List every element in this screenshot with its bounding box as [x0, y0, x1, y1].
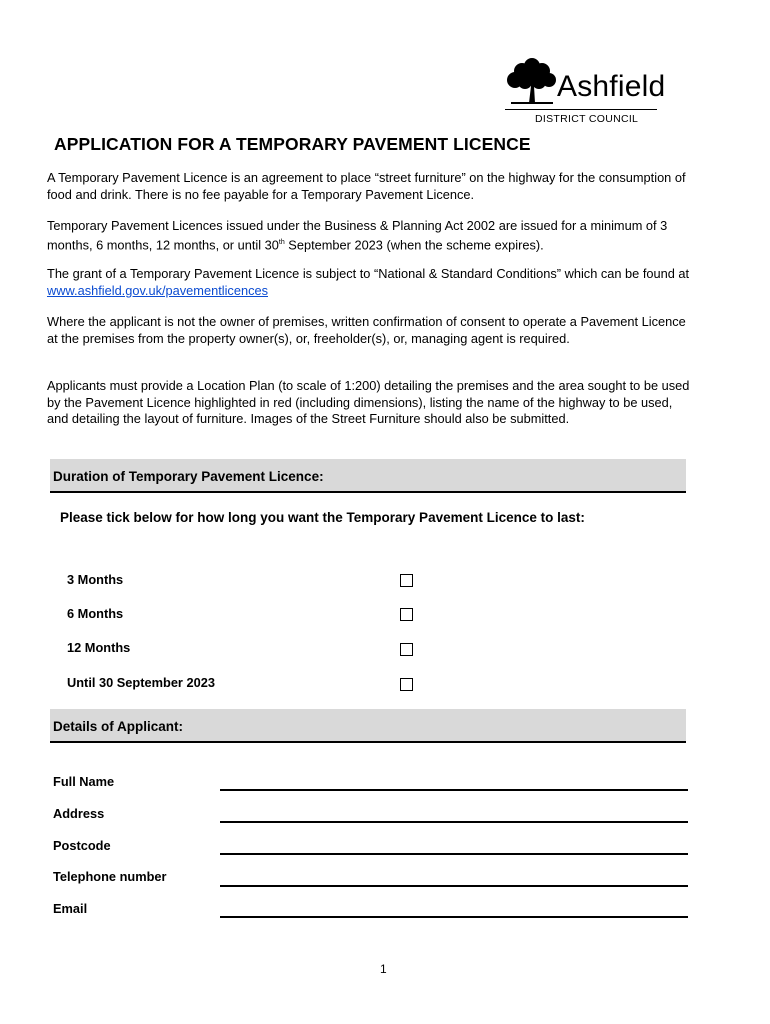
option-until-sept-2023-label: Until 30 September 2023: [67, 675, 215, 690]
email-label: Email: [53, 901, 88, 916]
option-6-months-checkbox[interactable]: [400, 608, 413, 621]
intro-paragraph-2: [47, 218, 697, 253]
council-logo: [505, 56, 687, 126]
email-field[interactable]: [220, 916, 688, 918]
pavement-licences-link[interactable]: www.ashfield.gov.uk/pavementlicences: [47, 282, 268, 298]
ordinal-suffix: th: [278, 238, 285, 246]
option-3-months-label: 3 Months: [67, 572, 124, 587]
telephone-label: Telephone number: [53, 869, 167, 884]
option-until-sept-2023-checkbox[interactable]: [400, 678, 413, 691]
option-3-months-checkbox[interactable]: [400, 574, 413, 587]
page-title: APPLICATION FOR A TEMPORARY PAVEMENT LICENCE: [54, 134, 531, 154]
intro-paragraph-3-text: The grant of a Temporary Pavement Licence is subject to “National & Standard Conditions” which can be found at: [47, 266, 690, 281]
applicant-section-header: [50, 709, 686, 743]
intro-paragraph-2-text: Temporary Pavement Licences issued under the Business & Planning Act 2002 are issued for a minimum of 3 months, 6 months, 12 months, or until 30: [47, 218, 668, 252]
logo-subtitle: DISTRICT COUNCIL: [535, 113, 639, 125]
page-number: 1: [380, 962, 387, 976]
duration-section-header: [50, 459, 686, 493]
intro-paragraph-5: Applicants must provide a Location Plan (to scale of 1:200) detailing the premises and the area sought to be used by the Pavement Licence highlighted in red (including dimensions), listing the name of the highway to be used, and detailing the layout of furniture. Images of the Street Furniture should also be submitted.: [47, 378, 690, 427]
logo-divider: [505, 109, 657, 110]
logo-name: Ashfield: [557, 70, 666, 103]
duration-section-title: Duration of Temporary Pavement Licence:: [53, 469, 324, 484]
telephone-field[interactable]: [220, 885, 688, 887]
option-6-months-label: 6 Months: [67, 606, 124, 621]
postcode-label: Postcode: [53, 838, 111, 853]
tree-icon: [505, 56, 557, 106]
full-name-label: Full Name: [53, 774, 115, 789]
full-name-field[interactable]: [220, 789, 688, 791]
duration-prompt: Please tick below for how long you want the Temporary Pavement Licence to last:: [60, 510, 585, 525]
postcode-field[interactable]: [220, 853, 688, 855]
applicant-section-title: Details of Applicant:: [53, 719, 184, 734]
intro-paragraph-1: A Temporary Pavement Licence is an agreement to place “street furniture” on the highway for the consumption of food and drink. There is no fee payable for a Temporary Pavement Licence.: [47, 170, 686, 202]
option-12-months-checkbox[interactable]: [400, 643, 413, 656]
intro-paragraph-2-text-end: September 2023 (when the scheme expires).: [288, 236, 544, 252]
address-field[interactable]: [220, 821, 688, 823]
intro-paragraph-3: [47, 266, 697, 299]
intro-paragraph-4: Where the applicant is not the owner of premises, written confirmation of consent to operate a Pavement Licence at the premises from the property owner(s), or, freeholder(s), or, managing agent is required.: [47, 314, 686, 346]
address-label: Address: [53, 806, 105, 821]
option-12-months-label: 12 Months: [67, 640, 131, 655]
